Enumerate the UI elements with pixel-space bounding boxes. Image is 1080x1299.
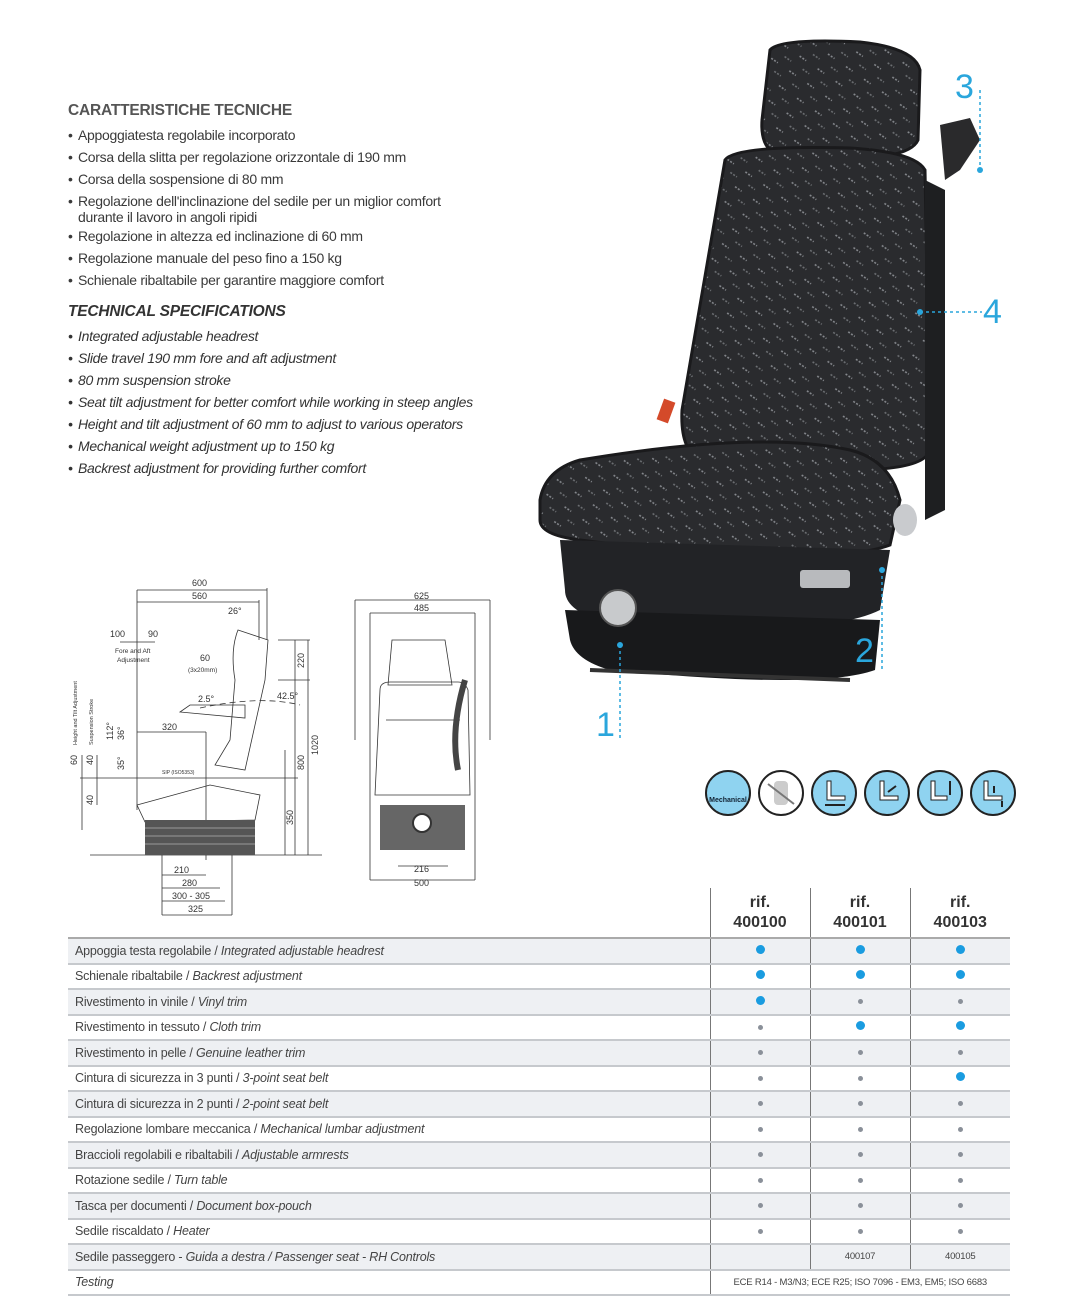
spec-item: • Appoggiatesta regolabile incorporato — [68, 124, 528, 146]
seat-belt-icon — [758, 770, 804, 816]
feature-cell — [710, 1066, 810, 1092]
feature-label: Schienale ribaltabile / Backrest adjustment — [68, 964, 710, 990]
front-dimension-drawing — [350, 590, 500, 890]
height-tilt-label: Height and Tilt Adjustment — [73, 681, 79, 745]
feature-label: Rivestimento in vinile / Vinyl trim — [68, 989, 710, 1015]
included-dot-icon — [856, 970, 865, 979]
feature-cell — [710, 989, 810, 1015]
callout-2: 2 — [855, 632, 874, 670]
spec-item: • 80 mm suspension stroke — [68, 369, 528, 391]
not-included-dot-icon — [958, 1127, 963, 1132]
feature-label: Sedile riscaldato / Heater — [68, 1219, 710, 1245]
included-dot-icon — [756, 996, 765, 1005]
feature-label: Braccioli regolabili e ribaltabili / Adjustable armrests — [68, 1142, 710, 1168]
included-dot-icon — [856, 945, 865, 954]
dim-625: 625 — [414, 591, 430, 601]
not-included-dot-icon — [858, 1203, 863, 1208]
table-row — [68, 1015, 1010, 1041]
model-comparison-table — [68, 888, 1010, 1296]
not-included-dot-icon — [858, 1127, 863, 1132]
callout-1: 1 — [596, 706, 615, 744]
spec-item: • Corsa della sospensione di 80 mm — [68, 168, 528, 190]
spec-item: • Seat tilt adjustment for better comfort while working in steep angles — [68, 391, 528, 413]
dim-800: 800 — [296, 754, 306, 770]
dim-280: 280 — [182, 878, 198, 888]
not-included-dot-icon — [858, 1229, 863, 1234]
not-included-dot-icon — [958, 999, 963, 1004]
specs-it-list — [68, 124, 528, 291]
feature-cell — [910, 1117, 1010, 1143]
spec-item: • Schienale ribaltabile per garantire maggiore comfort — [68, 269, 528, 291]
feature-cell — [910, 938, 1010, 964]
dim-2-5deg: 2.5° — [198, 694, 215, 704]
specs-it-title: CARATTERISTICHE TECNICHE — [68, 102, 292, 119]
feature-cell — [810, 989, 910, 1015]
spec-text-cont: durante il lavoro in angoli ripidi — [78, 209, 257, 225]
callout-3: 3 — [955, 68, 974, 106]
mechanical-label: Mechanical — [709, 796, 747, 804]
not-included-dot-icon — [858, 1050, 863, 1055]
spec-item: • Backrest adjustment for providing further comfort — [68, 457, 528, 479]
dim-100: 100 — [110, 629, 126, 639]
not-included-dot-icon — [958, 1050, 963, 1055]
feature-icons — [705, 770, 1016, 816]
feature-label: Tasca per documenti / Document box-pouch — [68, 1193, 710, 1219]
not-included-dot-icon — [758, 1050, 763, 1055]
feature-cell — [810, 1117, 910, 1143]
table-row — [68, 1219, 1010, 1245]
mechanical-icon — [705, 770, 751, 816]
feature-cell — [910, 1142, 1010, 1168]
table-row-testing — [68, 1270, 1010, 1296]
model-header-400100: rif. 400100 — [710, 888, 810, 938]
dim-325: 325 — [188, 904, 204, 914]
dim-560: 560 — [192, 591, 208, 601]
dim-600: 600 — [192, 578, 208, 588]
table-body — [68, 938, 1010, 1295]
model-header-400103: rif. 400103 — [910, 888, 1010, 938]
suspension-label: Suspension Stroke — [89, 698, 95, 745]
dim-216: 216 — [414, 864, 430, 874]
feature-cell — [710, 964, 810, 990]
not-included-dot-icon — [958, 1101, 963, 1106]
dim-210: 210 — [174, 865, 190, 875]
included-dot-icon — [956, 945, 965, 954]
feature-cell — [710, 1015, 810, 1041]
feature-cell — [810, 1091, 910, 1117]
dim-485: 485 — [414, 603, 430, 613]
not-included-dot-icon — [758, 1127, 763, 1132]
feature-cell — [910, 989, 1010, 1015]
feature-cell — [910, 1219, 1010, 1245]
feature-cell — [810, 1193, 910, 1219]
not-included-dot-icon — [858, 1178, 863, 1183]
not-included-dot-icon — [758, 1076, 763, 1081]
not-included-dot-icon — [758, 1025, 763, 1030]
feature-cell — [810, 1015, 910, 1041]
dim-3x20: (3x20mm) — [188, 667, 218, 674]
feature-cell — [810, 938, 910, 964]
included-dot-icon — [756, 970, 765, 979]
feature-cell — [910, 1040, 1010, 1066]
callout-4: 4 — [983, 293, 1002, 331]
included-dot-icon — [956, 970, 965, 979]
dim-500: 500 — [414, 878, 430, 888]
feature-label: Regolazione lombare meccanica / Mechanical lumbar adjustment — [68, 1117, 710, 1143]
spec-item: • Regolazione manuale del peso fino a 150 kg — [68, 247, 528, 269]
seat-tilt-icon — [970, 770, 1016, 816]
not-included-dot-icon — [958, 1229, 963, 1234]
dim-320: 320 — [162, 722, 178, 732]
specs-en-title: TECHNICAL SPECIFICATIONS — [68, 303, 286, 320]
feature-label: Rivestimento in pelle / Genuine leather trim — [68, 1040, 710, 1066]
table-row — [68, 938, 1010, 964]
not-included-dot-icon — [958, 1178, 963, 1183]
feature-cell — [910, 1091, 1010, 1117]
passenger-ref-cell — [710, 1244, 810, 1270]
feature-cell — [710, 1040, 810, 1066]
dim-60: 60 — [200, 653, 211, 663]
feature-cell — [710, 938, 810, 964]
dim-300-305: 300 - 305 — [172, 891, 211, 901]
feature-cell — [710, 1117, 810, 1143]
not-included-dot-icon — [758, 1178, 763, 1183]
feature-cell — [810, 964, 910, 990]
feature-cell — [810, 1168, 910, 1194]
spec-item — [68, 190, 528, 225]
table-row — [68, 1193, 1010, 1219]
not-included-dot-icon — [858, 1152, 863, 1157]
feature-cell — [810, 1066, 910, 1092]
dim-112deg: 112° — [105, 722, 115, 740]
dim-35deg: 35° — [116, 756, 126, 770]
spec-item: • Regolazione in altezza ed inclinazione di 60 mm — [68, 225, 528, 247]
feature-label: Cintura di sicurezza in 3 punti / 3-point seat belt — [68, 1066, 710, 1092]
feature-label: Appoggia testa regolabile / Integrated adjustable headrest — [68, 938, 710, 964]
dim-36deg: 36° — [116, 726, 126, 740]
not-included-dot-icon — [758, 1203, 763, 1208]
spec-text: Regolazione dell'inclinazione del sedile per un miglior comfort — [78, 193, 441, 209]
dim-90: 90 — [148, 629, 159, 639]
table-row — [68, 989, 1010, 1015]
included-dot-icon — [756, 945, 765, 954]
feature-cell — [910, 1066, 1010, 1092]
dim-v40b: 40 — [85, 794, 95, 805]
included-dot-icon — [856, 1021, 865, 1030]
table-row — [68, 964, 1010, 990]
specs-section — [68, 100, 528, 479]
included-dot-icon — [956, 1072, 965, 1081]
tilt-icon — [864, 770, 910, 816]
dim-1020: 1020 — [310, 734, 320, 755]
feature-label: Cintura di sicurezza in 2 punti / 2-point seat belt — [68, 1091, 710, 1117]
height-icon — [917, 770, 963, 816]
dim-v40: 40 — [85, 754, 95, 765]
table-row — [68, 1168, 1010, 1194]
not-included-dot-icon — [858, 1101, 863, 1106]
dim-350: 350 — [285, 809, 295, 825]
fore-aft-label-2: Adjustment — [117, 657, 150, 664]
weight-knob — [600, 590, 636, 626]
dim-v60: 60 — [69, 754, 79, 765]
feature-cell — [910, 1193, 1010, 1219]
specs-en-list — [68, 325, 528, 479]
model-header-400101: rif. 400101 — [810, 888, 910, 938]
fore-aft-label: Fore and Aft — [115, 648, 151, 655]
not-included-dot-icon — [758, 1229, 763, 1234]
feature-cell — [810, 1142, 910, 1168]
table-row — [68, 1066, 1010, 1092]
feature-cell — [710, 1219, 810, 1245]
feature-cell — [710, 1193, 810, 1219]
seat-photo — [520, 30, 1040, 750]
included-dot-icon — [956, 1021, 965, 1030]
not-included-dot-icon — [958, 1203, 963, 1208]
testing-value: ECE R14 - M3/N3; ECE R25; ISO 7096 - EM3, EM5; ISO 6683 — [710, 1270, 1010, 1296]
headrest — [762, 41, 920, 158]
feature-label: Rivestimento in tessuto / Cloth trim — [68, 1015, 710, 1041]
not-included-dot-icon — [758, 1101, 763, 1106]
feature-label: Rotazione sedile / Turn table — [68, 1168, 710, 1194]
sip-label: SIP (ISO5353) — [162, 770, 195, 776]
table-row — [68, 1091, 1010, 1117]
spec-item: • Slide travel 190 mm fore and aft adjustment — [68, 347, 528, 369]
passenger-ref-cell: 400107 — [810, 1244, 910, 1270]
spec-item: • Corsa della slitta per regolazione orizzontale di 190 mm — [68, 146, 528, 168]
backrest — [682, 148, 930, 471]
spec-item: • Height and tilt adjustment of 60 mm to adjust to various operators — [68, 413, 528, 435]
dim-26deg: 26° — [228, 606, 242, 616]
spec-item: • Mechanical weight adjustment up to 150 kg — [68, 435, 528, 457]
testing-label: Testing — [68, 1270, 710, 1296]
fore-aft-icon — [811, 770, 857, 816]
table-row — [68, 1040, 1010, 1066]
feature-cell — [810, 1219, 910, 1245]
not-included-dot-icon — [958, 1152, 963, 1157]
not-included-dot-icon — [858, 999, 863, 1004]
feature-cell — [910, 964, 1010, 990]
not-included-dot-icon — [858, 1076, 863, 1081]
feature-cell — [710, 1168, 810, 1194]
passenger-ref-cell: 400105 — [910, 1244, 1010, 1270]
table-row — [68, 1117, 1010, 1143]
dim-42-5deg: 42.5° — [277, 691, 299, 701]
feature-cell — [710, 1091, 810, 1117]
table-row-passenger — [68, 1244, 1010, 1270]
spec-item: • Integrated adjustable headrest — [68, 325, 528, 347]
not-included-dot-icon — [758, 1152, 763, 1157]
seat-cushion — [540, 442, 900, 556]
feature-cell — [910, 1015, 1010, 1041]
table-row — [68, 1142, 1010, 1168]
feature-label: Sedile passeggero - Guida a destra / Passenger seat - RH Controls — [68, 1244, 710, 1270]
feature-cell — [810, 1040, 910, 1066]
feature-cell — [910, 1168, 1010, 1194]
dim-220: 220 — [296, 652, 306, 668]
feature-cell — [710, 1142, 810, 1168]
table-header-blank — [68, 888, 710, 938]
